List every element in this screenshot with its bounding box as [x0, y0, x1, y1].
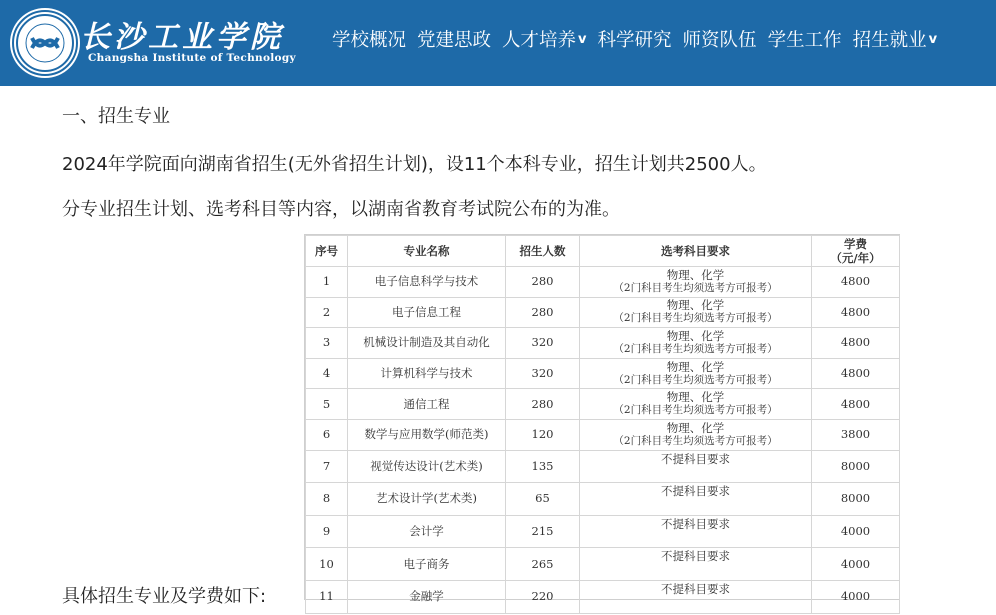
cell-count: 135: [506, 450, 580, 483]
cell-requirement: [580, 267, 812, 298]
table-row: [306, 548, 900, 581]
cell-fee: 3800: [812, 419, 900, 450]
table-row: [306, 580, 900, 613]
fee-header-line2: （元/年）: [830, 251, 881, 265]
requirement-subjects: 不提科目要求: [661, 549, 730, 564]
cell-fee: 8000: [812, 450, 900, 483]
cell-no: 2: [306, 297, 348, 328]
cell-count: 320: [506, 358, 580, 389]
cell-requirement: [580, 297, 812, 328]
nav-item-party[interactable]: [417, 26, 491, 52]
cell-requirement: [580, 358, 812, 389]
table-row: [306, 483, 900, 516]
site-header: [0, 0, 996, 86]
note-paragraph: 分专业招生计划、选考科目等内容，以湖南省教育考试院公布的为准。: [62, 199, 620, 220]
col-header-fee: [812, 236, 900, 267]
requirement-note: （2门科目考生均须选考方可报考）: [613, 342, 778, 355]
cell-fee: 4800: [812, 297, 900, 328]
section-heading: 一、招生专业: [62, 106, 170, 127]
requirement-subjects: 物理、化学: [666, 420, 725, 435]
requirement-subjects: 物理、化学: [666, 267, 725, 282]
requirement-note: （2门科目考生均须选考方可报考）: [613, 281, 778, 294]
cell-no: 9: [306, 515, 348, 548]
cell-no: 4: [306, 358, 348, 389]
nav-label: 师资队伍: [682, 30, 757, 51]
table-row: [306, 419, 900, 450]
main-nav: [332, 26, 948, 52]
school-emblem-icon[interactable]: [12, 10, 78, 76]
requirement-subjects: 物理、化学: [666, 359, 725, 374]
requirement-subjects: 物理、化学: [666, 328, 725, 343]
cell-major: 会计学: [348, 515, 506, 548]
cell-major: 电子信息工程: [348, 297, 506, 328]
cell-major: 电子商务: [348, 548, 506, 581]
cell-requirement: [580, 389, 812, 420]
cell-count: 65: [506, 483, 580, 516]
chevron-down-icon: v: [578, 31, 587, 47]
cell-requirement: [580, 450, 812, 483]
cell-fee: 4800: [812, 328, 900, 359]
chevron-down-icon: v: [928, 31, 938, 47]
requirement-note: （2门科目考生均须选考方可报考）: [613, 312, 778, 325]
cell-no: 5: [306, 389, 348, 420]
table-row: [306, 515, 900, 548]
col-header-major: 专业名称: [348, 236, 506, 267]
table-row: [306, 389, 900, 420]
col-header-no: 序号: [306, 236, 348, 267]
cell-requirement: [580, 328, 812, 359]
cell-count: 265: [506, 548, 580, 581]
cell-fee: 4000: [812, 548, 900, 581]
nav-item-education[interactable]: [502, 26, 587, 52]
cell-count: 320: [506, 328, 580, 359]
nav-label: 学生工作: [767, 30, 842, 51]
requirement-note: （2门科目考生均须选考方可报考）: [613, 373, 778, 386]
cell-count: 220: [506, 580, 580, 613]
cell-major: 金融学: [348, 580, 506, 613]
requirement-subjects: 不提科目要求: [661, 516, 730, 531]
cell-fee: 4800: [812, 389, 900, 420]
requirement-subjects: 物理、化学: [666, 298, 725, 313]
table-row: [306, 450, 900, 483]
fee-intro-paragraph: 具体招生专业及学费如下:: [62, 586, 267, 607]
cell-requirement: [580, 580, 812, 613]
cell-fee: 4800: [812, 267, 900, 298]
cell-major: 电子信息科学与技术: [348, 267, 506, 298]
cell-fee: 4000: [812, 515, 900, 548]
requirement-subjects: 物理、化学: [666, 390, 725, 405]
table-row: [306, 328, 900, 359]
cell-count: 120: [506, 419, 580, 450]
cell-count: 280: [506, 267, 580, 298]
cell-major: 视觉传达设计(艺术类): [348, 450, 506, 483]
nav-item-research[interactable]: [598, 26, 672, 52]
cell-no: 1: [306, 267, 348, 298]
cell-count: 280: [506, 297, 580, 328]
fee-header-line1: 学费: [844, 237, 867, 251]
requirement-note: （2门科目考生均须选考方可报考）: [613, 434, 778, 447]
school-name-en[interactable]: Changsha Institute of Technology: [88, 52, 296, 64]
nav-label: 学校概况: [332, 30, 407, 51]
admissions-table: [304, 234, 900, 604]
nav-label: 党建思政: [417, 30, 492, 51]
cell-no: 11: [306, 580, 348, 613]
table-row: [306, 297, 900, 328]
table-row: [306, 358, 900, 389]
requirement-subjects: 不提科目要求: [661, 484, 730, 499]
cell-no: 3: [306, 328, 348, 359]
cell-no: 6: [306, 419, 348, 450]
cell-no: 10: [306, 548, 348, 581]
nav-item-faculty[interactable]: [683, 26, 757, 52]
cell-major: 艺术设计学(艺术类): [348, 483, 506, 516]
nav-item-students[interactable]: [768, 26, 842, 52]
nav-label: 科学研究: [597, 30, 672, 51]
cell-major: 计算机科学与技术: [348, 358, 506, 389]
requirement-subjects: 不提科目要求: [661, 581, 730, 596]
cell-requirement: [580, 483, 812, 516]
cell-fee: 4000: [812, 580, 900, 613]
school-name-cn[interactable]: 长沙工业学院: [80, 20, 284, 55]
cell-no: 8: [306, 483, 348, 516]
col-header-count: 招生人数: [506, 236, 580, 267]
requirement-note: （2门科目考生均须选考方可报考）: [613, 404, 778, 417]
cell-requirement: [580, 515, 812, 548]
nav-item-overview[interactable]: [332, 26, 406, 52]
requirement-subjects: 不提科目要求: [661, 451, 730, 466]
col-header-requirement: 选考科目要求: [580, 236, 812, 267]
intro-paragraph: 2024年学院面向湖南省招生(无外省招生计划)，设11个本科专业，招生计划共2500人。: [62, 154, 767, 175]
nav-label: 人才培养: [502, 30, 577, 51]
cell-no: 7: [306, 450, 348, 483]
cell-fee: 8000: [812, 483, 900, 516]
table-row: [306, 267, 900, 298]
cell-major: 机械设计制造及其自动化: [348, 328, 506, 359]
table-header-row: [306, 236, 900, 267]
cell-count: 215: [506, 515, 580, 548]
cell-fee: 4800: [812, 358, 900, 389]
cell-major: 数学与应用数学(师范类): [348, 419, 506, 450]
nav-label: 招生就业: [852, 30, 927, 51]
cell-major: 通信工程: [348, 389, 506, 420]
cell-requirement: [580, 548, 812, 581]
cell-requirement: [580, 419, 812, 450]
nav-item-admissions[interactable]: [853, 26, 938, 52]
cell-count: 280: [506, 389, 580, 420]
